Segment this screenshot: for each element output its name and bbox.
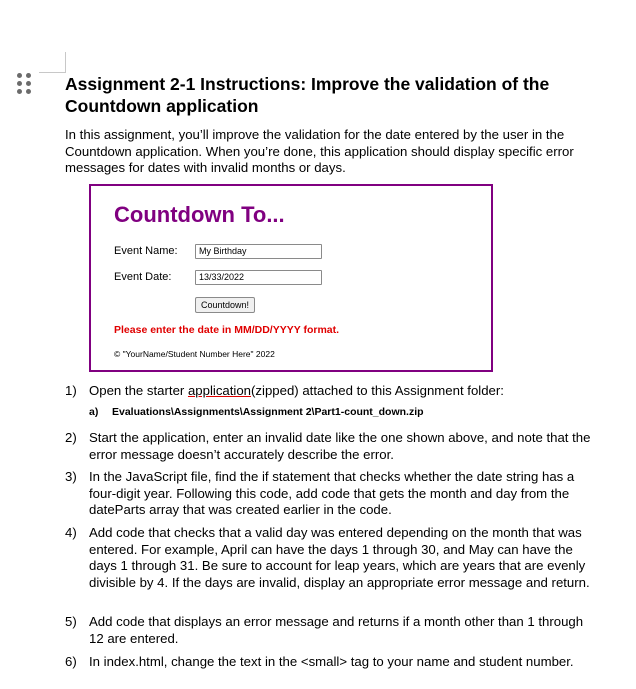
step-number: 5) — [65, 614, 77, 629]
countdown-screenshot — [89, 184, 493, 372]
sub-step-label: a) — [89, 406, 99, 418]
date-error-message: Please enter the date in MM/DD/YYYY format. — [114, 324, 340, 336]
step-text: Start the application, enter an invalid date like the one shown above, and note that the error message doesn’t accurately describe the error. — [89, 430, 591, 462]
step-3 — [65, 469, 600, 519]
step-1a — [89, 405, 599, 419]
page-corner-mark — [39, 52, 66, 73]
drag-handle-icon[interactable] — [17, 73, 31, 95]
step-text: Add code that displays an error message and returns if a month other than 1 through 12 are entered. — [89, 614, 584, 646]
application-link[interactable]: application — [187, 383, 252, 398]
step-text-after: (zipped) attached to this Assignment folder: — [251, 383, 504, 398]
step-number: 4) — [65, 525, 77, 540]
countdown-footer: © "YourName/Student Number Here" 2022 — [114, 349, 275, 359]
step-text: In index.html, change the text in the <small> tag to your name and student number. — [89, 654, 574, 669]
step-text: Add code that checks that a valid day was entered depending on the month that was entered. For example, April can have the days 1 through 30, and May can have the days 1 through 31. Be sure to account for leap years, which are years that are evenly divisible by 4. If the days are invalid, display an appropriate error message and return. — [89, 525, 590, 590]
intro-paragraph: In this assignment, you’ll improve the validation for the date entered by the user in the Countdown application. When you’re done, this application should display specific error messages for dates with invalid months or days. — [65, 127, 574, 175]
step-text: In the JavaScript file, find the if statement that checks whether the date string has a four-digit year. Following this code, add code that gets the month and day from the dateParts array that was created earlier in the code. — [89, 469, 575, 517]
zip-file-path: Evaluations\Assignments\Assignment 2\Part1-count_down.zip — [112, 406, 424, 418]
step-5 — [65, 614, 600, 647]
step-2 — [65, 430, 600, 463]
step-number: 3) — [65, 469, 77, 484]
step-number: 2) — [65, 430, 77, 445]
step-1 — [65, 383, 600, 400]
step-4 — [65, 525, 600, 591]
step-text-before: Open the starter — [89, 383, 188, 398]
document-title: Assignment 2-1 Instructions: Improve the validation of the Countdown application — [65, 74, 550, 116]
step-6 — [65, 654, 600, 671]
event-name-label: Event Name: — [114, 245, 178, 257]
event-date-label: Event Date: — [114, 271, 172, 283]
countdown-heading: Countdown To... — [114, 202, 285, 227]
event-date-input: 13/33/2022 — [195, 270, 322, 285]
step-number: 1) — [65, 383, 77, 398]
step-text — [89, 383, 600, 400]
step-number: 6) — [65, 654, 77, 669]
countdown-button: Countdown! — [195, 297, 255, 313]
event-name-input: My Birthday — [195, 244, 322, 259]
